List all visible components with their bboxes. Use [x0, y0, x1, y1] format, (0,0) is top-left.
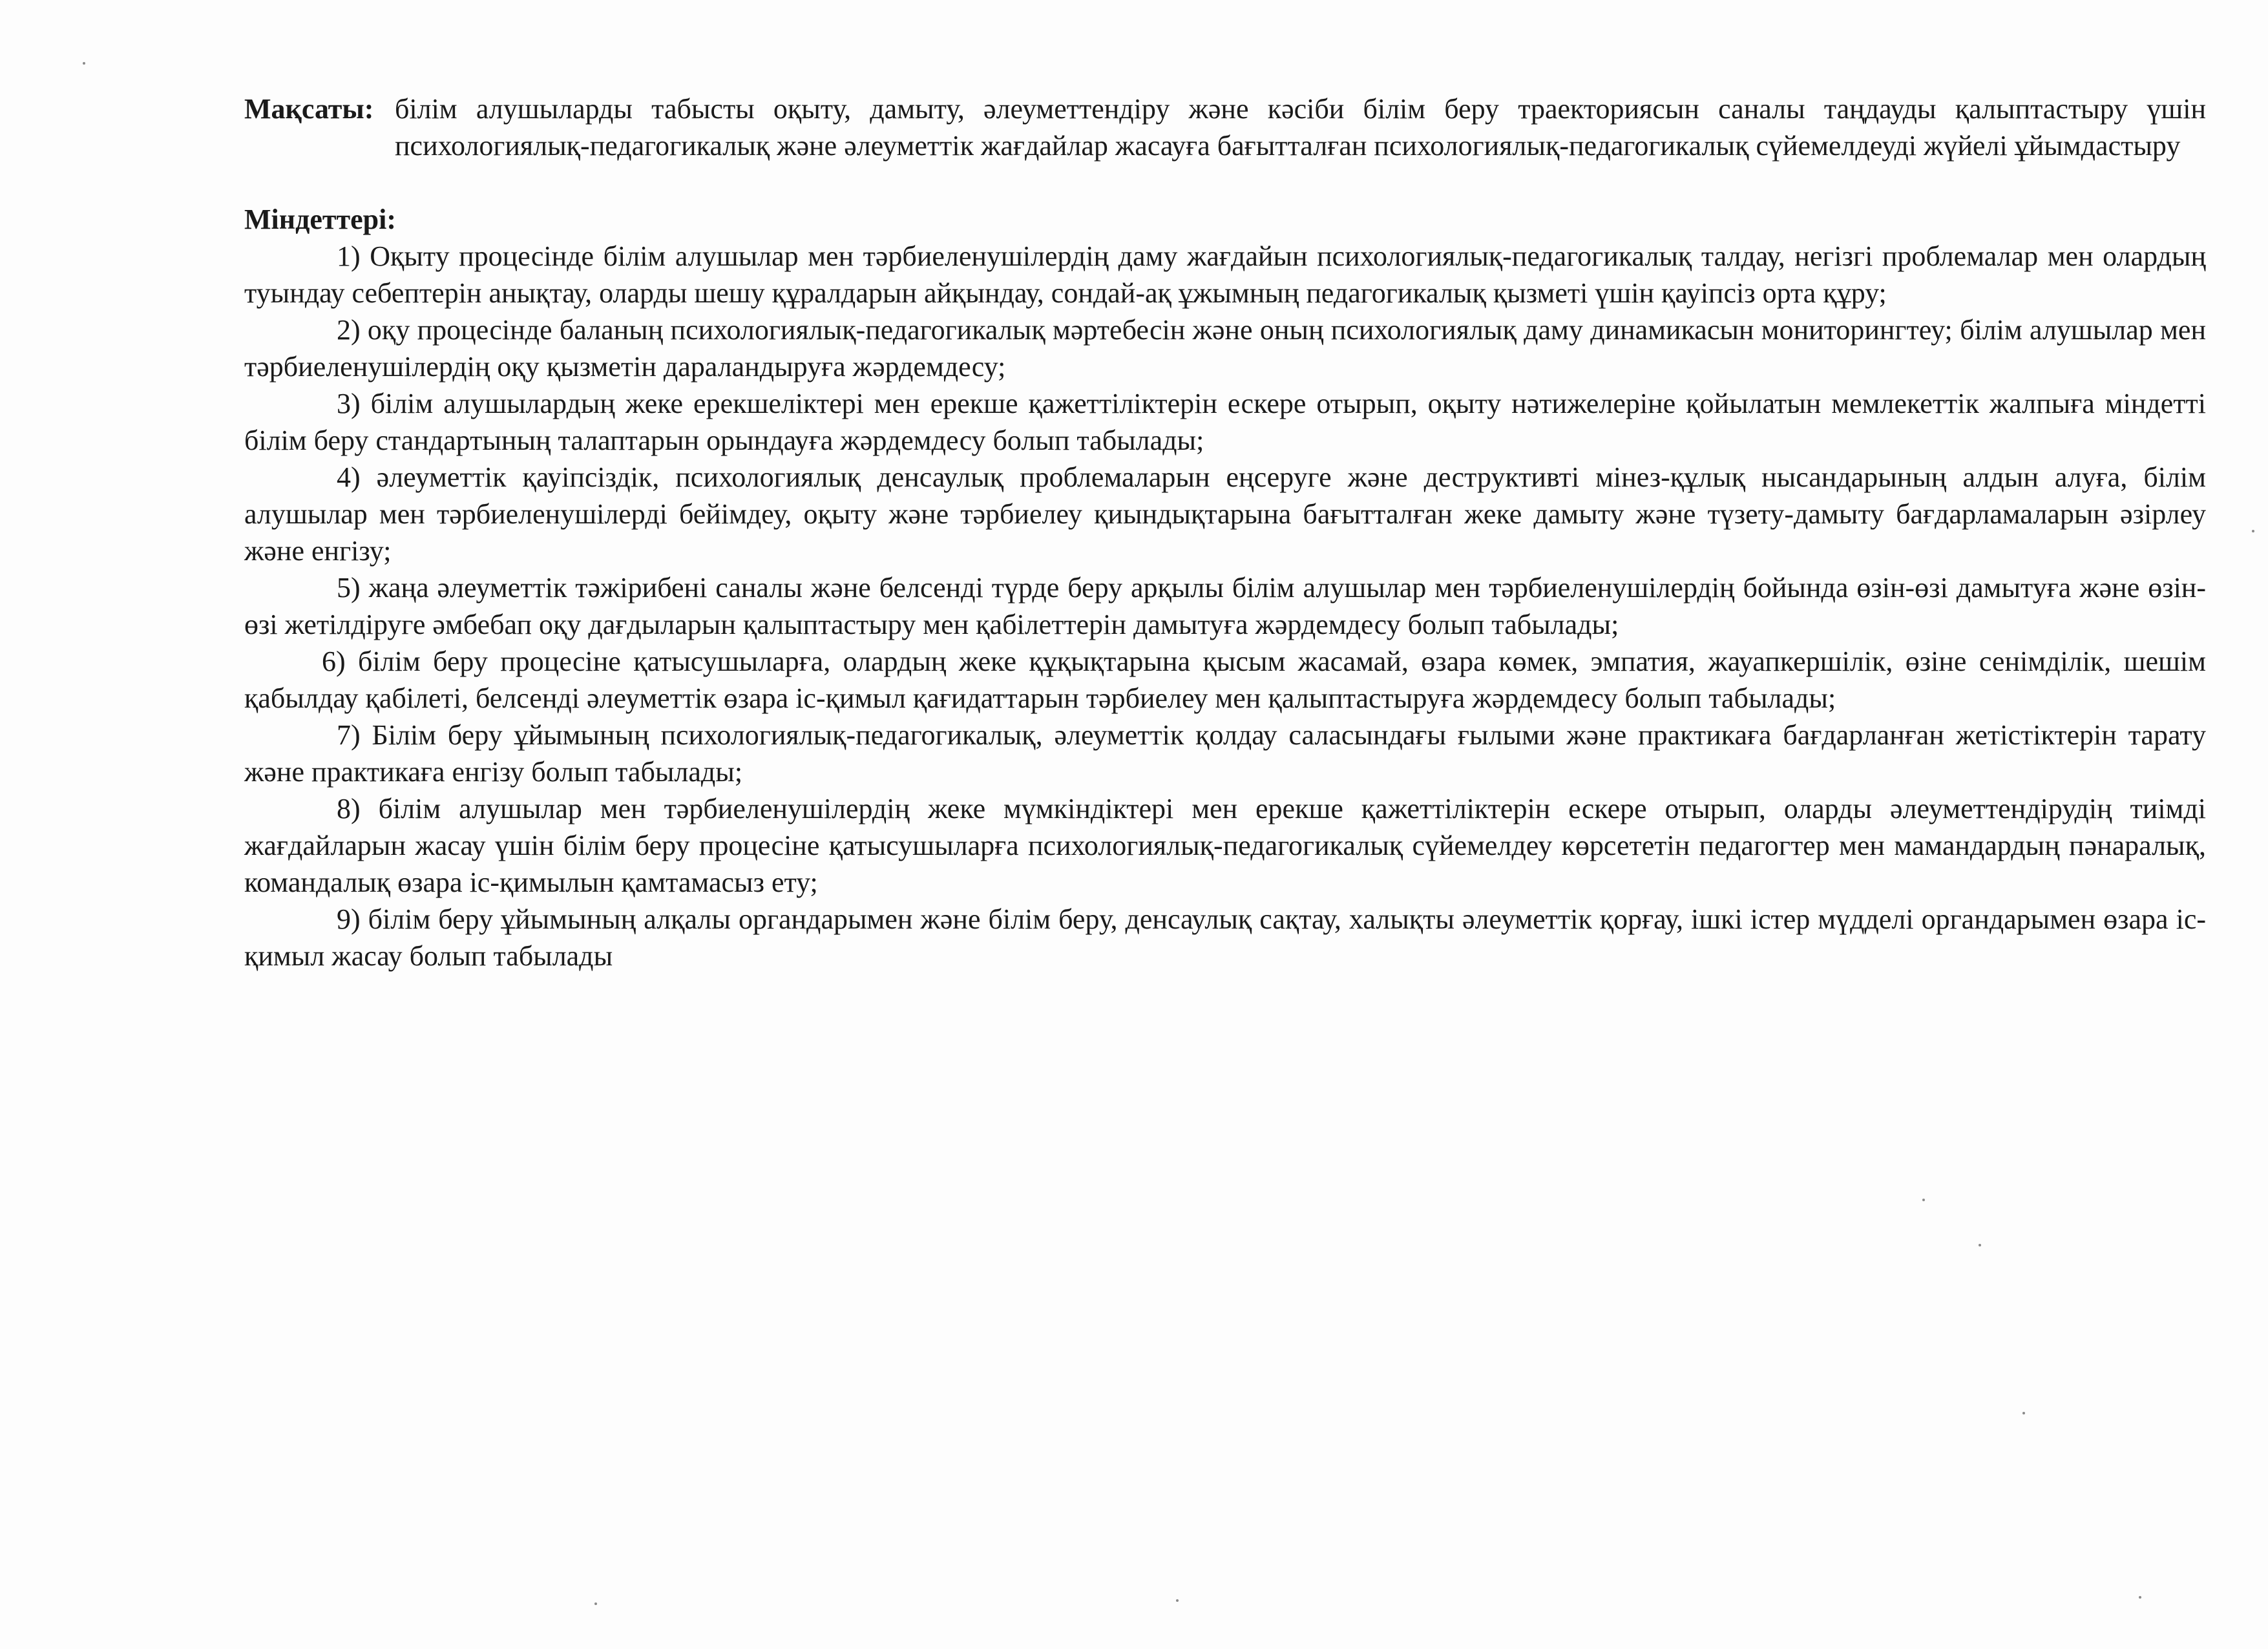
goal-section [244, 90, 2206, 164]
scan-speck [2022, 1412, 2025, 1414]
goal-label: Мақсаты: [244, 93, 374, 125]
scan-speck [1979, 1244, 1981, 1246]
task-item-2: 2) оқу процесінде баланың психологиялық-педагогикалық мәртебесін және оның психологиялық даму динамикасын мониторингтеу; білім алушылар мен тәрбиеленушілердің оқу қызметін дараландыруға жәрдемдесу; [244, 314, 2206, 383]
scan-speck [2139, 1596, 2141, 1599]
task-item-1: 1) Оқыту процесінде білім алушылар мен тәрбиеленушілердің даму жағдайын психологиялық-педагогикалық талдау, негізгі проблемалар мен олардың туындау себептерін анықтау, оларды шешу құралдарын айқындау, сондай-ақ ұжымның педагогикалық қызметі үшін қауіпсіз орта құру; [244, 240, 2206, 309]
document-body [244, 90, 2206, 974]
task-item-5: 5) жаңа әлеуметтік тәжірибені саналы және белсенді түрде беру арқылы білім алушылар мен тәрбиеленушілердің бойында өзін-өзі дамытуға және өзін-өзі жетілдіруге әмбебап оқу дағдыларын қалыптастыру мен қабілеттерін дамытуға жәрдемдесу болып табылады; [244, 572, 2206, 640]
scan-speck [594, 1602, 597, 1605]
scan-speck [83, 62, 85, 65]
tasks-heading: Міндеттері: [244, 204, 396, 235]
task-item-7: 7) Білім беру ұйымының психологиялық-педагогикалық, әлеуметтік қолдау саласындағы ғылыми және практикаға бағдарланған жетістіктерін тарату және практикаға енгізу болып табылады; [244, 719, 2206, 788]
task-item-6: 6) білім беру процесіне қатысушыларға, олардың жеке құқықтарына қысым жасамай, өзара көмек, эмпатия, жауапкершілік, өзіне сенімділік, шешім қабылдау қабілеті, белсенді әлеуметтік өзара іс-қимыл қағидаттарын тәрбиелеу мен қалыптастыруға жәрдемдесу болып табылады; [244, 646, 2206, 714]
goal-text: білім алушыларды табысты оқыту, дамыту, әлеуметтендіру және кәсіби білім беру траекториясын саналы таңдауды қалыптастыру үшін психологиялық-педагогикалық және әлеуметтік жағдайлар жасауға бағытталған психологиялық-педагогикалық сүйемелдеуді жүйелі ұйымдастыру [395, 93, 2206, 162]
task-item-8: 8) білім алушылар мен тәрбиеленушілердің жеке мүмкіндіктері мен ерекше қажеттіліктерін ескере отырып, оларды әлеуметтендірудің тиімді жағдайларын жасау үшін білім беру процесіне қатысушыларға психологиялық-педагогикалық сүйемелдеу көрсететін педагогтер мен мамандардың пәнаралық, командалық өзара іс-қимылын қамтамасыз ету; [244, 793, 2206, 898]
task-item-3: 3) білім алушылардың жеке ерекшеліктері мен ерекше қажеттіліктерін ескере отырып, оқыту нәтижелеріне қойылатын мемлекеттік жалпыға міндетті білім беру стандартының талаптарын орындауға жәрдемдесу болып табылады; [244, 388, 2206, 456]
scan-speck [2252, 530, 2254, 532]
task-item-4: 4) әлеуметтік қауіпсіздік, психологиялық денсаулық проблемаларын еңсеруге және деструктивті мінез-құлық нысандарының алдын алуға, білім алушылар мен тәрбиеленушілерді бейімдеу, оқыту және тәрбиелеу қиындықтарына бағытталған жеке дамыту және түзету-дамыту бағдарламаларын әзірлеу және енгізу; [244, 461, 2206, 567]
scan-speck [1176, 1599, 1179, 1602]
task-item-9: 9) білім беру ұйымының алқалы органдарымен және білім беру, денсаулық сақтау, халықты әлеуметтік қорғау, ішкі істер мүдделі органдарымен өзара іс-қимыл жасау болып табылады [244, 903, 2206, 972]
tasks-list [244, 238, 2206, 974]
scan-speck [1922, 1199, 1925, 1201]
